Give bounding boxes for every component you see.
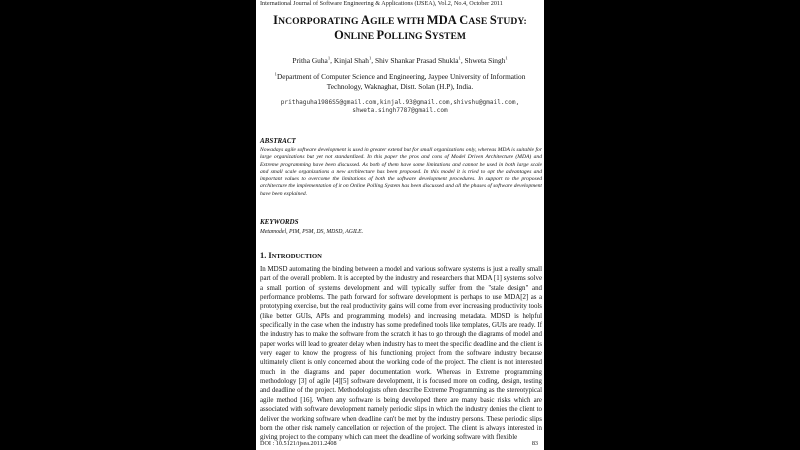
author-emails-line2: shweta.singh7787@gmail.com <box>352 107 448 114</box>
author-name: Shiv Shankar Prasad Shukla <box>374 56 459 65</box>
keywords-text: Metamodel, PIM, PSM, DS, MDSD, AGILE. <box>260 229 364 235</box>
author-emails-line1: prithaguha1986S5@gmail.com,kinjal.93@gmail.com,shivshu@gmail.com, <box>280 99 520 106</box>
author-name: Shweta Singh <box>464 56 506 65</box>
author-name: Kinjal Shah <box>333 56 369 65</box>
author-list: Pritha Guha$^1$, Kinjal Shah$^1$, Shiv Shankar Prasad Shukla$^1$, Shweta Singh$^1$ <box>292 55 508 65</box>
abstract-heading: ABSTRACT <box>260 137 296 145</box>
keywords-heading: KEYWORDS <box>260 218 299 226</box>
paper-page <box>256 0 544 450</box>
page-number: 83 <box>531 440 538 447</box>
introduction-text: In MDSD automating the binding between a model and various software systems is just a really small part of the overall problem. It is accepted by the industry and researchers that MDA [1] systems solve a small portion of systems development and will typically suffer from the "stale design" and performance problems. The path forward for software development is perhaps to use MDA[2] as a prototyping exercise, but the real productivity gains will come from ever increasing productivity tools (like better GUIs, APIs and programming models) and increasing metadata. MDSD is helpful specifically in the case when the industry has some predefined tools like templates, GUIs are ready. If the industry has to make the software from the scratch it has to go through the diagrams of model and paper works will lead to greater delay when industry has to meet the specific deadline and the client is very eager to know the progress of his functioning project from the software industry because ultimately client is only concerned about the working code of the project. The client is not interested much in the diagrams and paper documentation work. Whereas in Extreme programming methodology [3] of agile [4][5] software development, it is focused more on coding, design, testing and deadline of the project. Methodologists often describe Extreme Programming as the stereotypical agile method [16]. When any software is being developed there are many basic risks which are associated with software development namely periodic slips in which the industry denies the client to deliver the working software when deadline can't be met by the industry persons. These periodic slips born the other risk namely cancellation or rejection of the project. The client is always interested in giving project to the company which can meet the deadline of working software with flexible <box>260 266 542 442</box>
affiliation-line1: $^1$Department of Computer Science and Engineering, Jaypee University of Information <box>274 71 526 81</box>
introduction-heading: 1. INTRODUCTION <box>260 251 322 260</box>
paper-title-line1: INCORPORATING AGILE WITH MDA CASE STUDY: <box>273 13 527 27</box>
journal-header: International Journal of Software Engineering & Applications (IJSEA), Vol.2, No.4, October 2011 <box>260 0 503 7</box>
affiliation-line2: Technology, Waknaghat, Distt. Solan (H.P), India. <box>326 82 474 91</box>
paper-title-line2: ONLINE POLLING SYSTEM <box>334 28 466 42</box>
abstract-text: Nowadays agile software development is used in greater extend but for small organizations only, whereas MDA is suitable for large organizations but yet not standardized. In this paper the pros and cons of Model Driven Architecture (MDA) and Extreme programming have been discussed. As both of them have some limitations and cannot be used in both large scale and small scale organizations a new architecture has been proposed. In this model it is tried to opt the advantages and important values to overcome the limitations of both the software development procedures. In support to the proposed architecture the implementation of it on Online Polling System has been discussed and all the phases of software development have been explained. <box>260 147 542 197</box>
author-name: Pritha Guha <box>292 56 328 65</box>
footer-doi: DOI : 10.5121/ijsea.2011.2408 <box>260 440 337 447</box>
